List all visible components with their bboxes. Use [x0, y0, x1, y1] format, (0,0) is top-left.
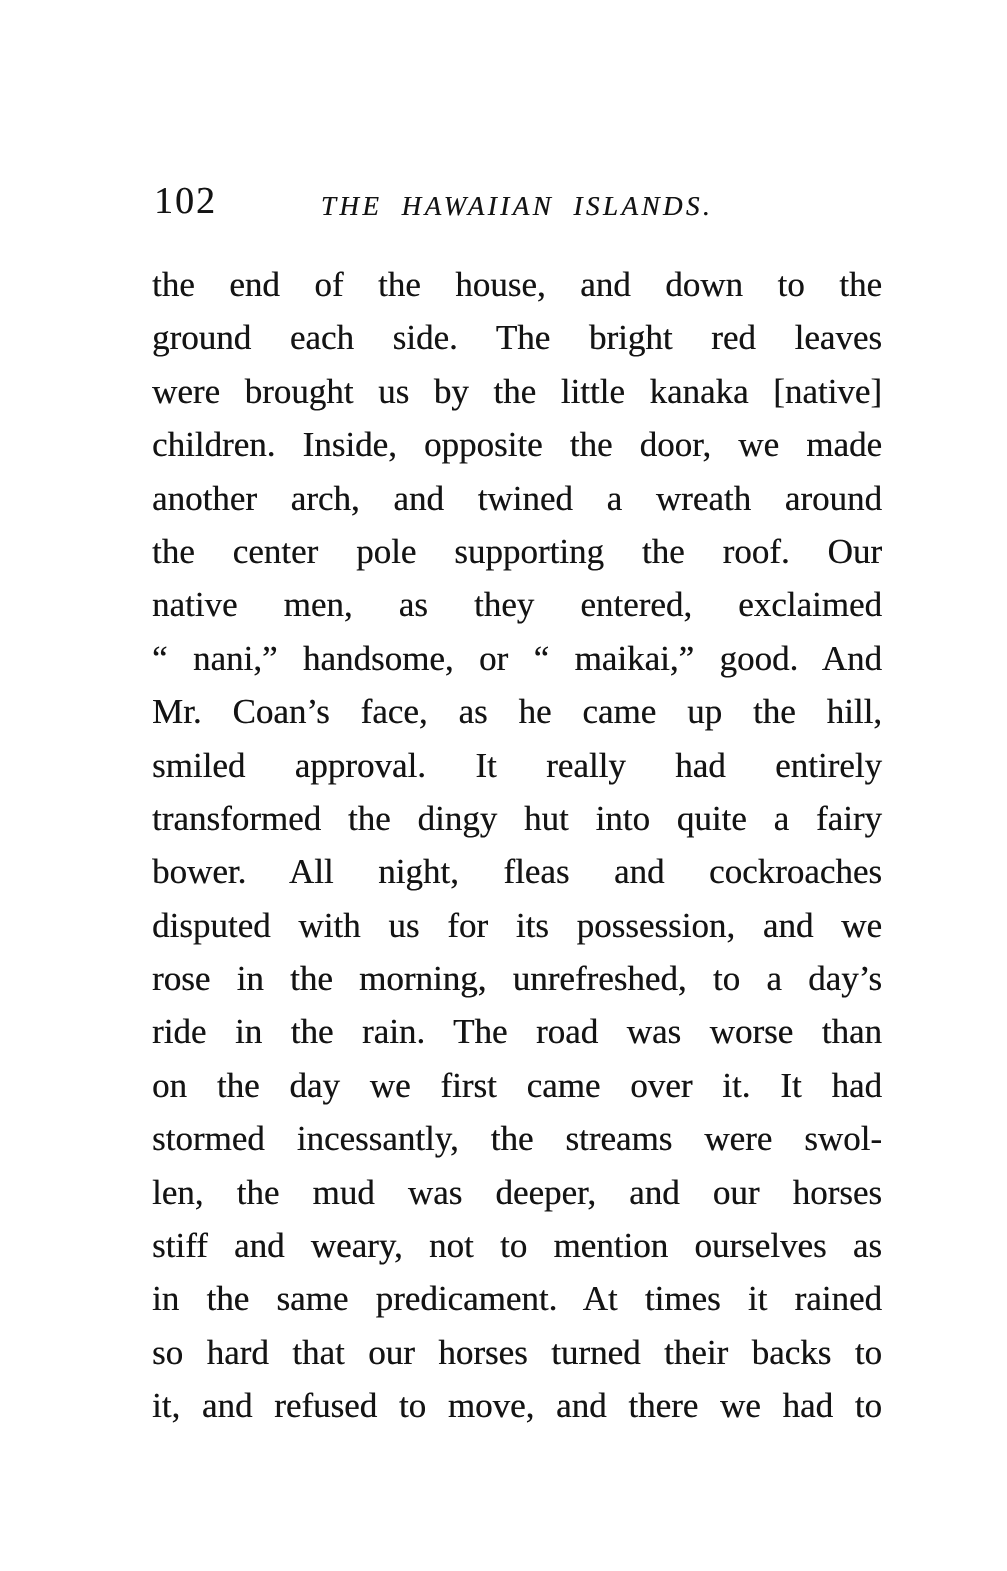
- body-line: were brought us by the little kanaka [native]: [152, 371, 882, 411]
- body-text-block: [152, 258, 882, 1433]
- body-line: stormed incessantly, the streams were swol-: [152, 1119, 882, 1159]
- body-line: transformed the dingy hut into quite a fairy: [152, 798, 882, 838]
- body-line: in the same predicament. At times it rained: [152, 1279, 882, 1319]
- running-header: [152, 180, 882, 226]
- body-line: stiff and weary, not to mention ourselves as: [152, 1226, 882, 1266]
- body-line: “ nani,” handsome, or “ maikai,” good. And: [152, 638, 882, 678]
- body-line: Mr. Coan’s face, as he came up the hill,: [152, 692, 882, 732]
- body-line: children. Inside, opposite the door, we made: [152, 425, 882, 465]
- page-number: 102: [154, 180, 217, 222]
- body-line: bower. All night, fleas and cockroaches: [152, 852, 882, 892]
- body-line: native men, as they entered, exclaimed: [152, 585, 882, 625]
- body-line: smiled approval. It really had entirely: [152, 745, 882, 785]
- body-line: the center pole supporting the roof. Our: [152, 531, 882, 571]
- body-line: on the day we first came over it. It had: [152, 1065, 882, 1105]
- body-line: ride in the rain. The road was worse than: [152, 1012, 882, 1052]
- body-line: the end of the house, and down to the: [152, 265, 882, 304]
- body-line: len, the mud was deeper, and our horses: [152, 1172, 882, 1212]
- body-line: another arch, and twined a wreath around: [152, 478, 882, 518]
- body-line: so hard that our horses turned their backs to: [152, 1332, 882, 1372]
- running-header-title: THE HAWAIIAN ISLANDS.: [320, 191, 714, 221]
- body-line: rose in the morning, unrefreshed, to a day’s: [152, 959, 882, 999]
- body-line: it, and refused to move, and there we had to: [152, 1386, 882, 1426]
- body-line: ground each side. The bright red leaves: [152, 318, 882, 358]
- body-line: disputed with us for its possession, and we: [152, 905, 882, 945]
